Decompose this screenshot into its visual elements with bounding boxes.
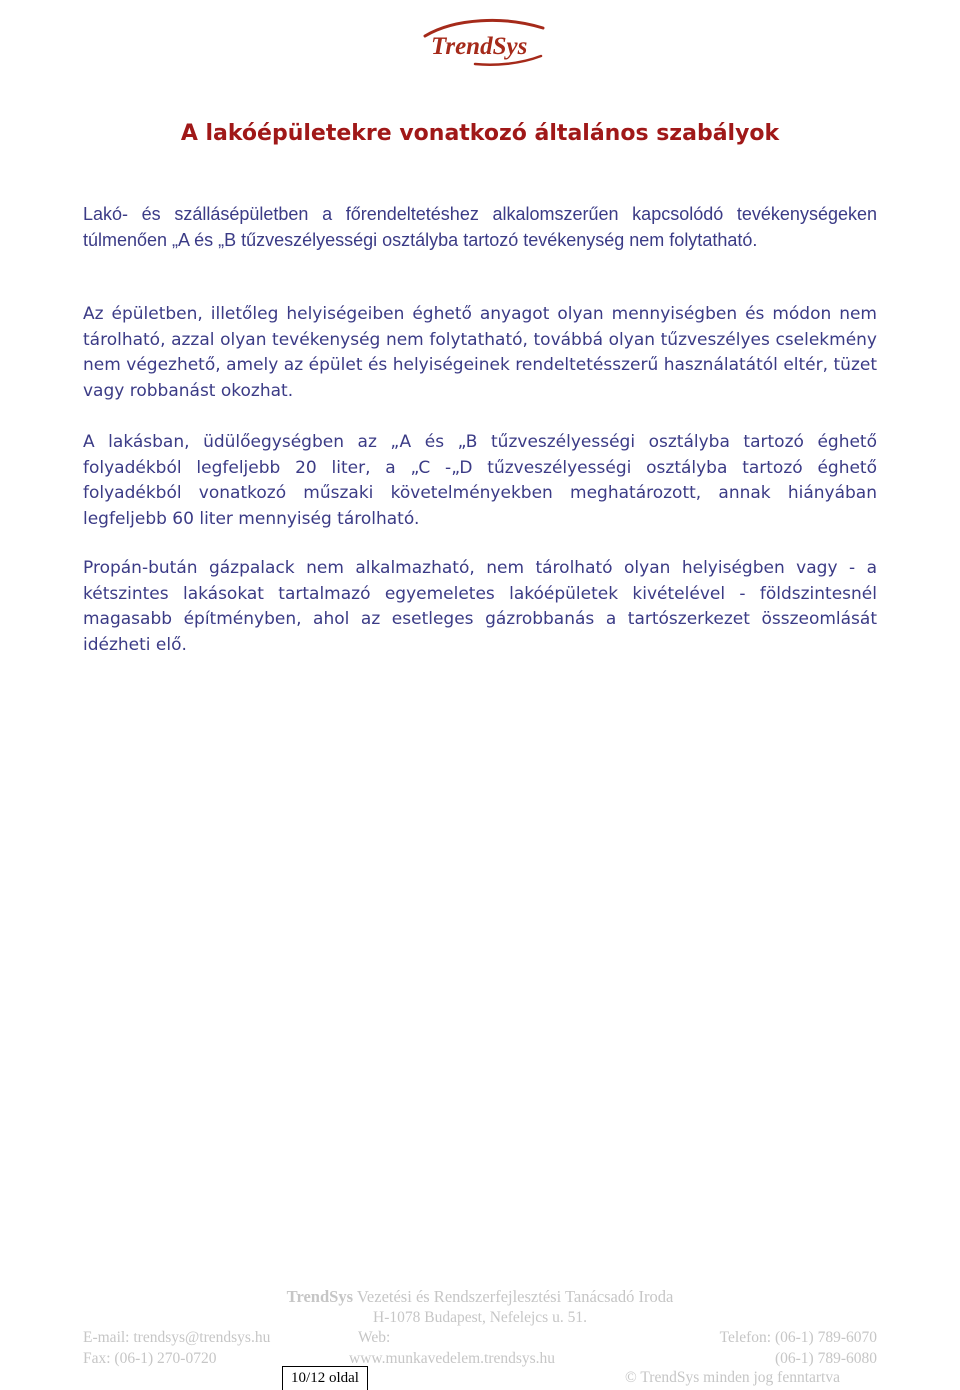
- trendsys-logo: [415, 14, 555, 70]
- footer-copyright: © TrendSys minden jog fenntartva: [625, 1369, 840, 1386]
- footer-phone-2: (06-1) 789-6080: [774, 1350, 877, 1367]
- paragraph-4: Propán-bután gázpalack nem alkalmazható, nem tárolható olyan helyiségben vagy - a kétszintes lakásokat tartalmazó egyemeletes lakóépületek kivételével - földszintesnél magasabb építményben, ahol az esetleges gázrobbanás a tartószerkezet összeomlását idézheti elő.: [83, 558, 877, 655]
- footer-org: Vezetési és Rendszerfejlesztési Tanácsadó Iroda: [353, 1287, 674, 1306]
- footer-address: H-1078 Budapest, Nefelejcs u. 51.: [373, 1309, 587, 1326]
- logo-text: TrendSys: [431, 33, 528, 60]
- page-title: A lakóépületekre vonatkozó általános szabályok: [180, 121, 780, 146]
- footer-web-url: www.munkavedelem.trendsys.hu: [349, 1350, 556, 1367]
- footer-phone: Telefon: (06-1) 789-6070: [719, 1329, 877, 1346]
- footer-email: E-mail: trendsys@trendsys.hu: [83, 1329, 271, 1346]
- paragraph-2: Az épületben, illetőleg helyiségeiben éghető anyagot olyan mennyiségben és módon nem tárolható, azzal olyan tevékenység nem folytatható, továbbá olyan tűzveszélyes cselekmény nem végezhető, amely az épület és helyiségeinek rendeltetésszerű használatától eltér, tüzet vagy robbanást okozhat.: [83, 304, 877, 401]
- footer-brand: TrendSys: [286, 1287, 354, 1306]
- footer-contact-row-2: [83, 1350, 877, 1370]
- footer-org-line: [0, 1287, 960, 1307]
- footer-web-label: Web:: [358, 1329, 391, 1346]
- footer-contact-row: [83, 1329, 877, 1349]
- paragraph-1: Lakó- és szállásépületben a főrendeltetéshez alkalomszerűen kapcsolódó tevékenységeken túlmenően „A és „B tűzveszélyességi osztályba tartozó tevékenység nem folytatható.: [83, 204, 877, 250]
- paragraph-3: A lakásban, üdülőegységben az „A és „B tűzveszélyességi osztályba tartozó éghető folyadékból legfeljebb 20 liter, a „C -„D tűzveszélyességi osztályba tartozó éghető folyadékból vonatkozó műszaki követelményekben meghatározott, annak hiányában legfeljebb 60 liter mennyiség tárolható.: [83, 432, 877, 529]
- footer-fax: Fax: (06-1) 270-0720: [83, 1350, 217, 1367]
- page-number: 10/12 oldal: [282, 1366, 368, 1390]
